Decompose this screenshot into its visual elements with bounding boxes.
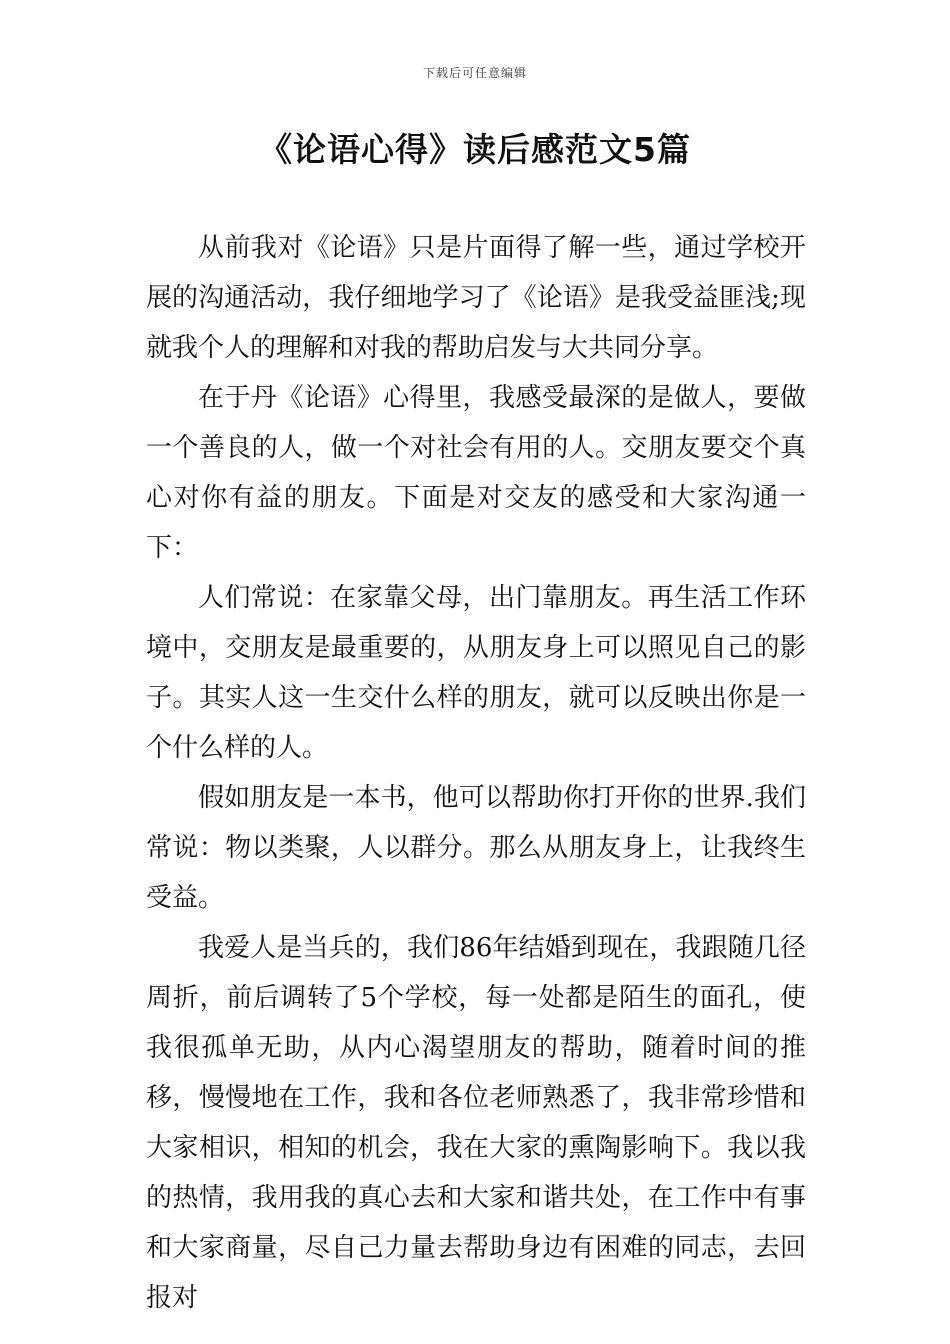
document-title: 《论语心得》读后感范文5篇 [259,130,691,169]
paragraph: 假如朋友是一本书，他可以帮助你打开你的世界.我们常说：物以类聚，人以群分。那么从朋友身上，让我终生受益。 [146,783,806,913]
paragraph: 从前我对《论语》只是片面得了解一些，通过学校开展的沟通活动，我仔细地学习了《论语》是我受益匪浅;现就我个人的理解和对我的帮助启发与大共同分享。 [146,233,806,363]
paragraph: 在于丹《论语》心得里，我感受最深的是做人，要做一个善良的人，做一个对社会有用的人。交朋友要交个真心对你有益的朋友。下面是对交友的感受和大家沟通一下： [146,383,806,563]
paragraph: 人们常说：在家靠父母，出门靠朋友。再生活工作环境中，交朋友是最重要的，从朋友身上可以照见自己的影子。其实人这一生交什么样的朋友，就可以反映出你是一个什么样的人。 [146,583,806,763]
header-note: 下载后可任意编辑 [422,66,527,80]
document-body [146,223,806,1323]
paragraph: 我爱人是当兵的，我们86年结婚到现在，我跟随几径周折，前后调转了5个学校，每一处都是陌生的面孔，使我很孤单无助，从内心渴望朋友的帮助，随着时间的推移，慢慢地在工作，我和各位老师熟悉了，我非常珍惜和大家相识，相知的机会，我在大家的熏陶影响下。我以我的热情，我用我的真心去和大家和谐共处，在工作中有事和大家商量，尽自己力量去帮助身边有困难的同志，去回报对 [146,933,806,1313]
